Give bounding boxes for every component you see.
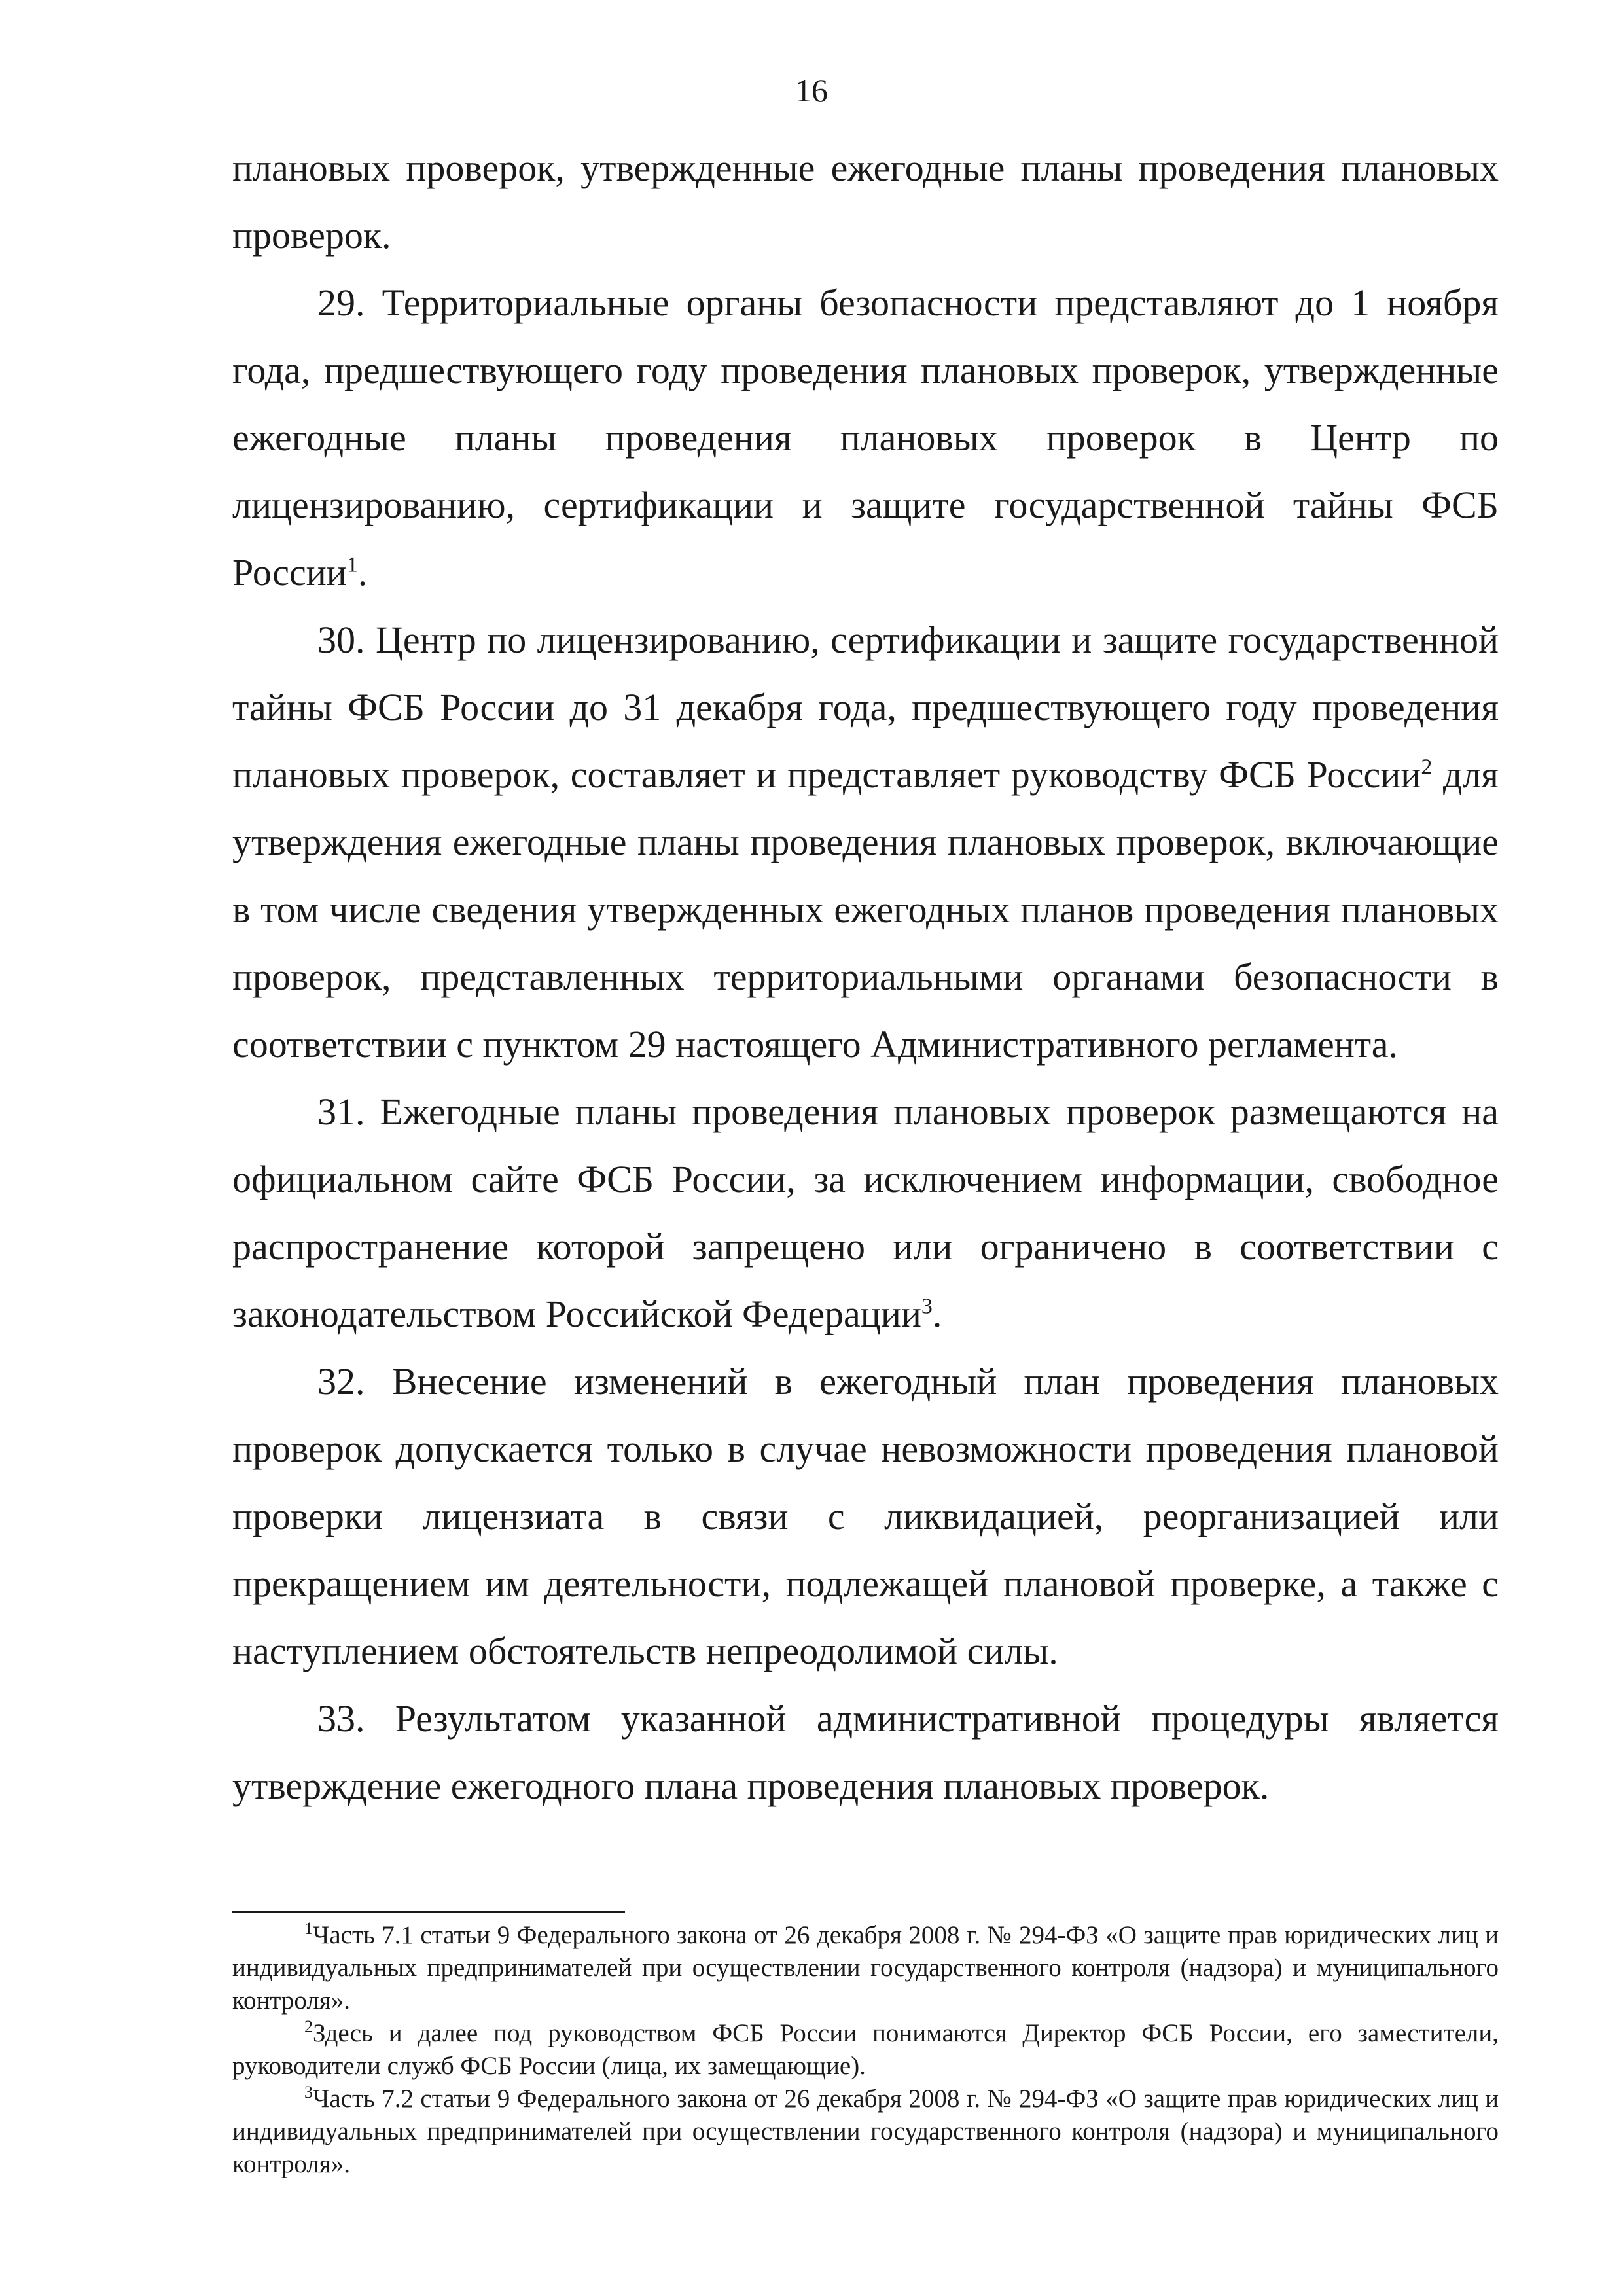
paragraph-tail: . [932,1293,942,1335]
page-number: 16 [795,72,828,109]
footnote-2 [232,2017,1499,2083]
footnote-ref-1[interactable]: 1 [346,552,358,577]
footnote-3 [232,2083,1499,2181]
paragraph-text: Центр по лицензированию, сертификации и защите государственной тайны ФСБ России до 31 декабря года, предшествующего году проведения плановых проверок, составляет и представляет руководству ФСБ России [232,619,1499,796]
paragraph-number: 33. [317,1697,395,1740]
footnote-ref-3[interactable]: 3 [921,1294,933,1319]
footnote-mark: 2 [304,2017,313,2036]
paragraph-30 [232,606,1499,1078]
paragraph-31 [232,1078,1499,1348]
footnote-1 [232,1919,1499,2017]
document-body [232,134,1499,1820]
paragraph-text: Внесение изменений в ежегодный план проведения плановых проверок допускается только в случае невозможности проведения плановой проверки лицензиата в связи с ликвидацией, реорганизацией или прекращением им деятельности, подлежащей плановой проверке, а также с наступлением обстоятельств непреодолимой силы. [232,1360,1499,1672]
paragraph-number: 31. [317,1090,380,1133]
paragraph-text: Территориальные органы безопасности представляют до 1 ноября года, предшествующего году проведения плановых проверок, утвержденные ежегодные планы проведения плановых проверок в Центр по лицензированию, сертификации и защите государственной тайны ФСБ России [232,281,1499,594]
footnote-text: Часть 7.1 статьи 9 Федерального закона от 26 декабря 2008 г. № 294-ФЗ «О защите прав юридических лиц и индивидуальных предпринимателей при осуществлении государственного контроля (надзора) и муниципального контроля». [232,1921,1499,2015]
paragraph-33 [232,1685,1499,1820]
paragraph-32 [232,1348,1499,1685]
paragraph-tail: для утверждения ежегодные планы проведения плановых проверок, включающие в том числе сведения утвержденных ежегодных планов проведения плановых проверок, представленных территориальными органами безопасности в соответствии с пунктом 29 настоящего Административного регламента. [232,753,1499,1066]
footnote-mark: 3 [304,2083,313,2102]
paragraph-text: плановых проверок, утвержденные ежегодные планы проведения плановых проверок. [232,147,1499,257]
footnote-text: Здесь и далее под руководством ФСБ России понимаются Директор ФСБ России, его заместители, руководители служб ФСБ России (лица, их замещающие). [232,2019,1499,2080]
paragraph-text: Результатом указанной административной процедуры является утверждение ежегодного плана проведения плановых проверок. [232,1697,1499,1807]
paragraph-number: 32. [317,1360,392,1403]
paragraph-continuation [232,134,1499,269]
paragraph-text: Ежегодные планы проведения плановых проверок размещаются на официальном сайте ФСБ России, за исключением информации, свободное распространение которой запрещено или ограничено в соответствии с законодательством Российской Федерации [232,1090,1499,1335]
footnote-mark: 1 [304,1919,313,1938]
footnotes [232,1919,1499,2181]
footnote-separator [232,1911,625,1913]
paragraph-tail: . [357,551,368,594]
footnote-text: Часть 7.2 статьи 9 Федерального закона от 26 декабря 2008 г. № 294-ФЗ «О защите прав юридических лиц и индивидуальных предпринимателей при осуществлении государственного контроля (надзора) и муниципального контроля». [232,2085,1499,2178]
paragraph-number: 29. [317,281,382,324]
paragraph-29 [232,269,1499,606]
footnote-ref-2[interactable]: 2 [1421,755,1433,780]
paragraph-number: 30. [317,619,376,661]
